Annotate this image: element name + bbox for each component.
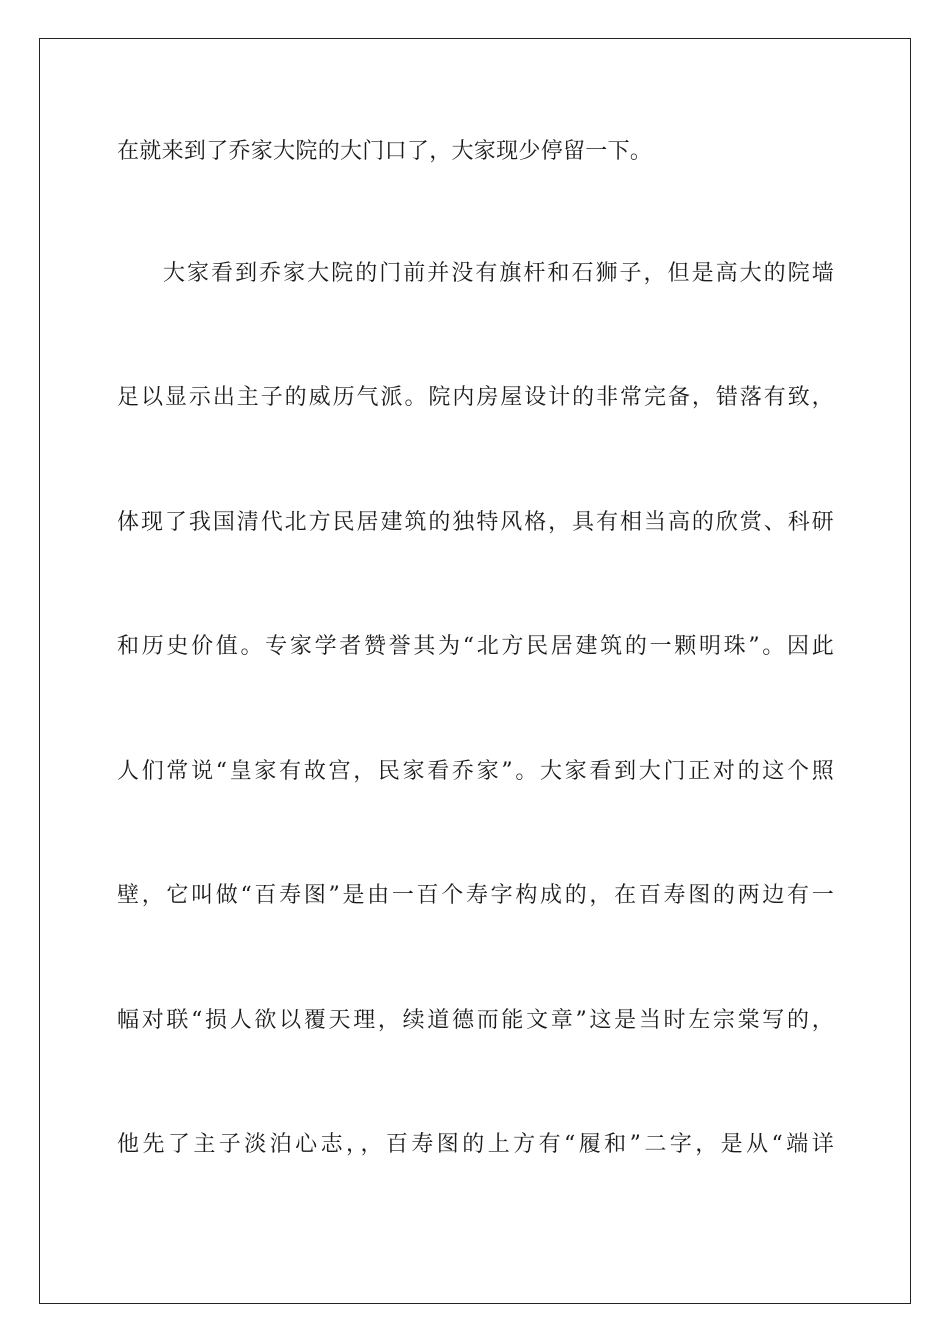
paragraph-line: 和历史价值。专家学者赞誉其为“北方民居建筑的一颗明珠”。因此: [117, 634, 834, 659]
paragraph-line: 壁，它叫做“百寿图”是由一百个寿字构成的，在百寿图的两边有一: [117, 883, 834, 908]
paragraph-line: 幅对联“损人欲以覆天理，续道德而能文章”这是当时左宗棠写的，: [117, 1008, 834, 1033]
paragraph-line: 在就来到了乔家大院的大门口了，大家现少停留一下。: [117, 139, 653, 164]
paragraph-line: 体现了我国清代北方民居建筑的独特风格，具有相当高的欣赏、科研: [117, 510, 834, 535]
paragraph-line: 人们常说“皇家有故宫，民家看乔家”。大家看到大门正对的这个照: [117, 759, 834, 784]
paragraph-line: 足以显示出主子的威历气派。院内房屋设计的非常完备，错落有致，: [117, 385, 834, 410]
page-border: [39, 38, 911, 1304]
paragraph-line: 大家看到乔家大院的门前并没有旗杆和石狮子，但是高大的院墙: [163, 261, 834, 286]
paragraph-line: 他先了主子淡泊心志，，百寿图的上方有“履和”二字，是从“端详: [117, 1132, 834, 1157]
